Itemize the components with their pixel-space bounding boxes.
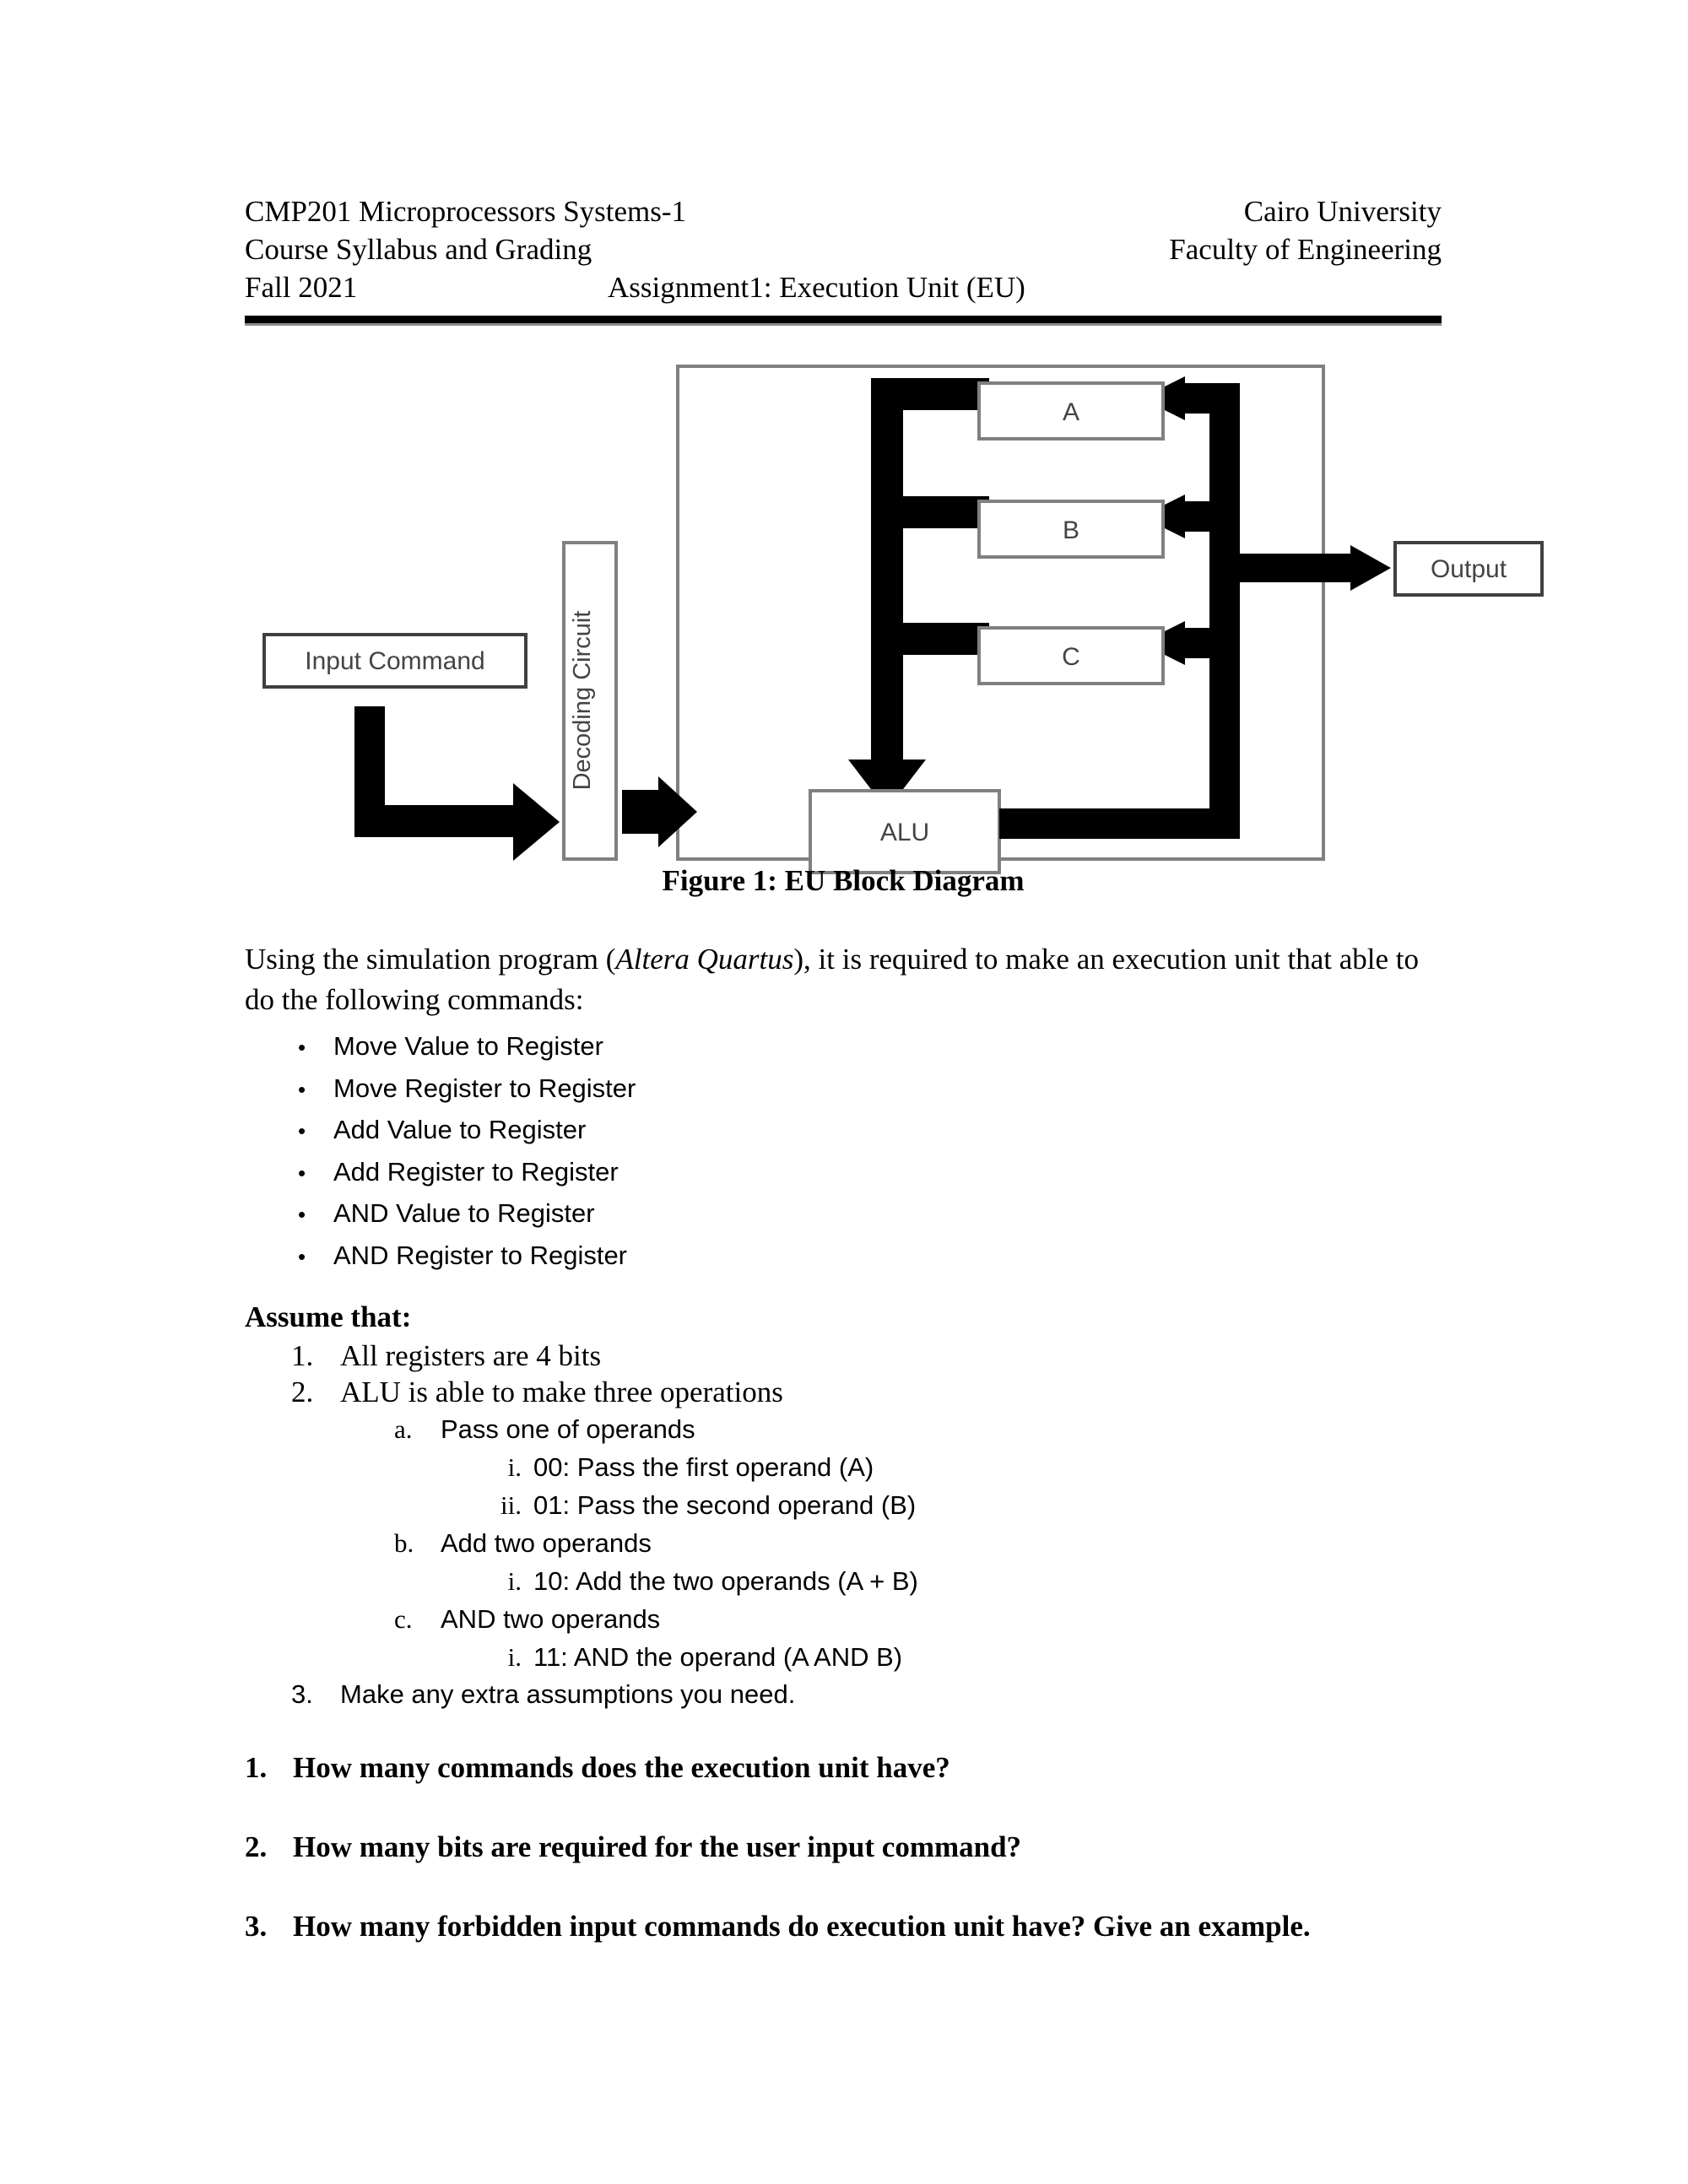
list-marker: i. — [507, 1566, 522, 1596]
list-marker: 3. — [291, 1679, 313, 1709]
intro-text-before: Using the simulation program ( — [245, 943, 616, 976]
register-b-label: B — [1062, 516, 1080, 544]
list-item — [245, 1638, 1342, 1676]
list-marker: 1. — [291, 1339, 314, 1372]
assume-heading: Assume that: — [245, 1300, 412, 1333]
question-number: 2. — [245, 1830, 268, 1863]
assumption-text: All registers are 4 bits — [340, 1339, 602, 1372]
list-item — [245, 1374, 1342, 1410]
question-item — [245, 1749, 1443, 1787]
alu-label: ALU — [879, 819, 930, 846]
faculty-name: Faculty of Engineering — [1169, 233, 1442, 266]
list-marker: b. — [394, 1528, 414, 1558]
list-item — [245, 1235, 1258, 1278]
list-marker: a. — [394, 1414, 413, 1444]
command-label: Add Value to Register — [333, 1115, 587, 1144]
term-label: Fall 2021 — [245, 271, 358, 304]
list-item — [245, 1562, 1342, 1600]
list-item — [245, 1410, 1342, 1448]
figure-caption: Figure 1: EU Block Diagram — [662, 864, 1025, 897]
assumption-text: Add two operands — [441, 1528, 652, 1558]
list-marker: c. — [394, 1604, 413, 1634]
assignment-title: Assignment1: Execution Unit (EU) — [608, 271, 1025, 304]
header-divider-rule — [245, 316, 1442, 326]
question-item — [245, 1828, 1443, 1866]
list-item — [245, 1486, 1342, 1524]
bullet-icon: • — [298, 1243, 306, 1269]
course-code-title: CMP201 Microprocessors Systems-1 — [245, 195, 687, 228]
list-item — [245, 1026, 1258, 1068]
list-item — [245, 1152, 1258, 1194]
bullet-icon: • — [298, 1160, 306, 1186]
assumption-text: Pass one of operands — [441, 1414, 695, 1444]
intro-text-after: ), it is required to make an execution unit that able to do the following commands: — [245, 943, 1419, 1016]
assumption-text: 10: Add the two operands (A + B) — [533, 1566, 918, 1596]
output-label: Output — [1430, 555, 1507, 583]
list-item — [245, 1524, 1342, 1562]
question-number: 3. — [245, 1910, 268, 1943]
bullet-icon: • — [298, 1076, 306, 1102]
command-label: Add Register to Register — [333, 1156, 619, 1187]
question-item — [245, 1907, 1443, 1945]
bullet-icon: • — [298, 1202, 306, 1227]
assumption-text: Make any extra assumptions you need. — [340, 1679, 796, 1709]
header-line-1 — [245, 192, 1442, 230]
list-marker: i. — [507, 1642, 522, 1672]
command-label: AND Register to Register — [333, 1240, 628, 1270]
question-text: How many commands does the execution unit have? — [293, 1751, 950, 1784]
register-c-label: C — [1062, 643, 1080, 671]
assumption-text: 01: Pass the second operand (B) — [533, 1490, 917, 1520]
question-text: How many forbidden input commands do execution unit have? Give an example. — [293, 1910, 1311, 1943]
software-name: Altera Quartus — [615, 943, 794, 976]
assumption-text: AND two operands — [441, 1604, 661, 1634]
bullet-icon: • — [298, 1118, 306, 1143]
list-item — [245, 1338, 1342, 1374]
list-item — [245, 1448, 1342, 1486]
assumption-text: 11: AND the operand (A AND B) — [533, 1642, 903, 1672]
decoding-circuit-label: Decoding Circuit — [569, 610, 596, 791]
intro-paragraph — [245, 939, 1435, 1020]
register-a-label: A — [1062, 398, 1080, 426]
course-subtitle: Course Syllabus and Grading — [245, 233, 592, 266]
list-item — [245, 1110, 1258, 1152]
list-item — [245, 1676, 1342, 1713]
question-number: 1. — [245, 1751, 268, 1784]
assumption-text: 00: Pass the first operand (A) — [533, 1452, 874, 1482]
eu-block-diagram — [0, 338, 1688, 878]
list-item — [245, 1193, 1258, 1235]
university-name: Cairo University — [1243, 195, 1442, 228]
command-label: Move Register to Register — [333, 1073, 636, 1103]
input-command-label: Input Command — [305, 647, 485, 675]
command-label: AND Value to Register — [333, 1198, 595, 1228]
assumption-text: ALU is able to make three operations — [340, 1376, 783, 1408]
list-marker: ii. — [500, 1490, 522, 1520]
list-marker: i. — [507, 1452, 522, 1482]
command-label: Move Value to Register — [333, 1031, 603, 1061]
bullet-icon: • — [298, 1035, 306, 1060]
list-item — [245, 1068, 1258, 1111]
header-line-2 — [245, 230, 1442, 268]
command-list — [245, 1026, 1258, 1277]
list-marker: 2. — [291, 1376, 314, 1408]
questions-list — [245, 1749, 1443, 1987]
document-header — [245, 192, 1442, 304]
assumptions-list — [245, 1338, 1342, 1713]
list-item — [245, 1600, 1342, 1638]
question-text: How many bits are required for the user input command? — [293, 1830, 1022, 1863]
